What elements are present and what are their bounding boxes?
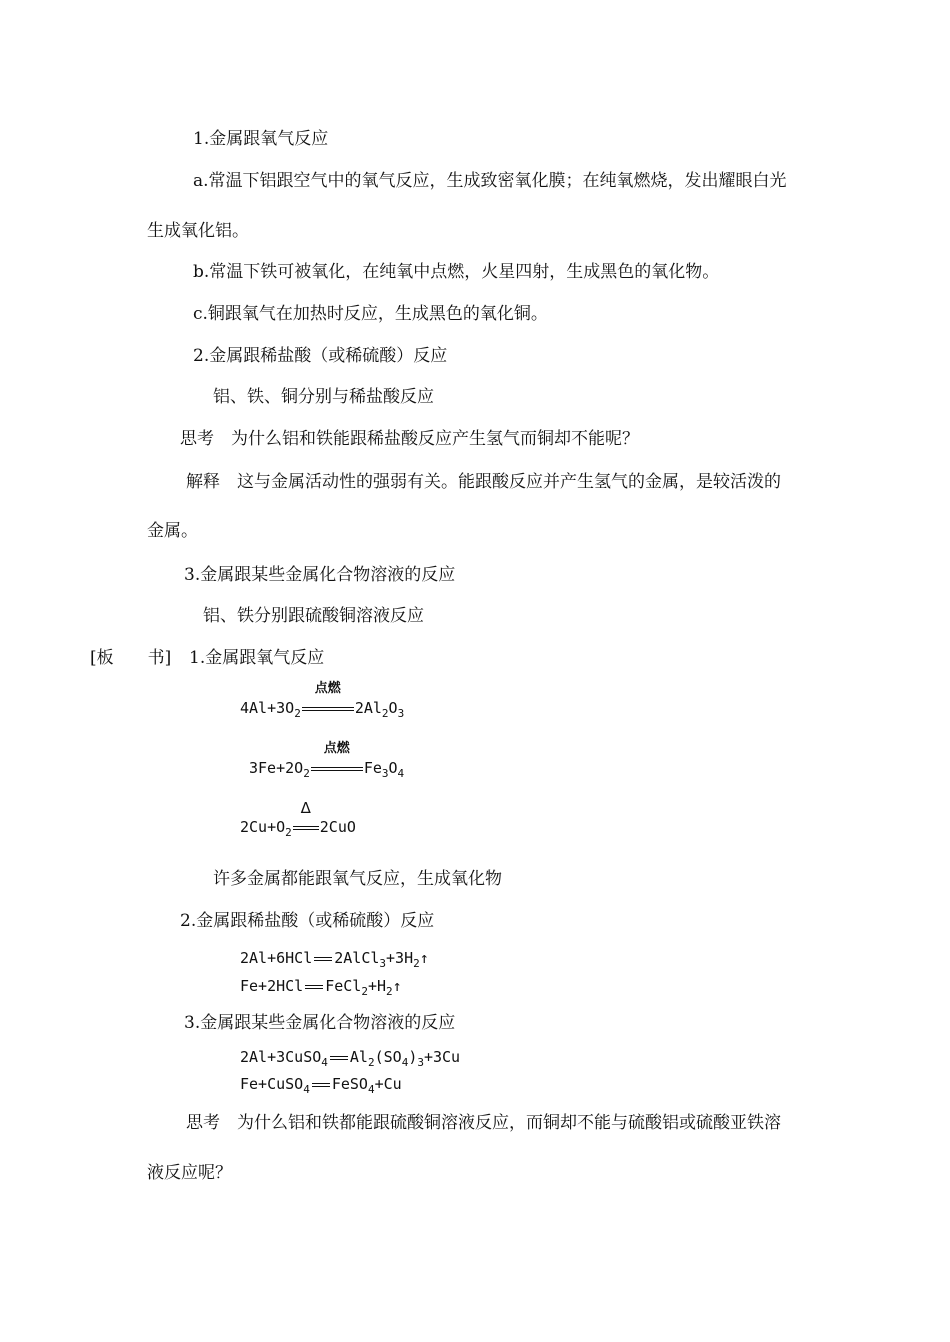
text-line: 铝、铁分别跟硫酸铜溶液反应 bbox=[203, 606, 424, 626]
condition-ignite: 点燃 bbox=[310, 758, 364, 778]
condition-ignite: 点燃 bbox=[301, 698, 355, 718]
text-line: 金属。 bbox=[147, 521, 198, 541]
text-line: 2.金属跟稀盐酸（或稀硫酸）反应 bbox=[193, 346, 448, 366]
equation-cu-oxygen: $2Cu+O_2$ Δ 2CuO bbox=[240, 799, 356, 839]
text-line: 思考 为什么铝和铁能跟稀盐酸反应产生氢气而铜却不能呢？ bbox=[180, 429, 639, 449]
text-line: 思考 为什么铝和铁都能跟硫酸铜溶液反应，而铜却不能与硫酸铝或硫酸亚铁溶 bbox=[186, 1113, 781, 1133]
condition-heat: Δ bbox=[292, 817, 320, 837]
text-line: 解释 这与金属活动性的强弱有关。能跟酸反应并产生氢气的金属，是较活泼的 bbox=[186, 472, 781, 492]
text-line: 1.金属跟氧气反应 bbox=[193, 129, 329, 149]
text-line: 液反应呢？ bbox=[147, 1163, 232, 1183]
text-line: a.常温下铝跟空气中的氧气反应，生成致密氧化膜；在纯氧燃烧，发出耀眼白光 bbox=[193, 171, 787, 191]
text-line: 铝、铁、铜分别与稀盐酸反应 bbox=[213, 387, 434, 407]
equation-fe-oxygen: $3Fe+2O_2$ 点燃 $Fe_3O_4$ bbox=[249, 741, 405, 780]
text-line: b.常温下铁可被氧化，在纯氧中点燃，火星四射，生成黑色的氧化物。 bbox=[193, 262, 720, 282]
equation-fe-hcl: Fe+2HCl $FeCl_2+H_2↑$ bbox=[240, 977, 402, 998]
equation-al-cuso4: 2Al+3CuSO$_4$ $Al_2(SO_4)_3+3Cu$ bbox=[240, 1048, 461, 1069]
board-heading: 2.金属跟稀盐酸（或稀硫酸）反应 bbox=[180, 911, 435, 931]
text-line: 3.金属跟某些金属化合物溶液的反应 bbox=[184, 565, 456, 585]
board-label: [板 书] bbox=[90, 648, 172, 668]
board-heading: 1.金属跟氧气反应 bbox=[189, 648, 325, 668]
equation-al-hcl: 2Al+6HCl $2AlCl_3+3H_2↑$ bbox=[240, 949, 429, 970]
text-line: 生成氧化铝。 bbox=[147, 221, 249, 241]
equation-fe-cuso4: Fe+CuSO$_4$ FeSO$_4$+Cu bbox=[240, 1075, 402, 1096]
equation-al-oxygen: $4Al+3O_2$ 点燃 $2Al_2O_3$ bbox=[240, 681, 405, 720]
text-line: c.铜跟氧气在加热时反应，生成黑色的氧化铜。 bbox=[193, 304, 548, 324]
board-heading: 3.金属跟某些金属化合物溶液的反应 bbox=[184, 1013, 456, 1033]
text-line: 许多金属都能跟氧气反应，生成氧化物 bbox=[213, 869, 502, 889]
